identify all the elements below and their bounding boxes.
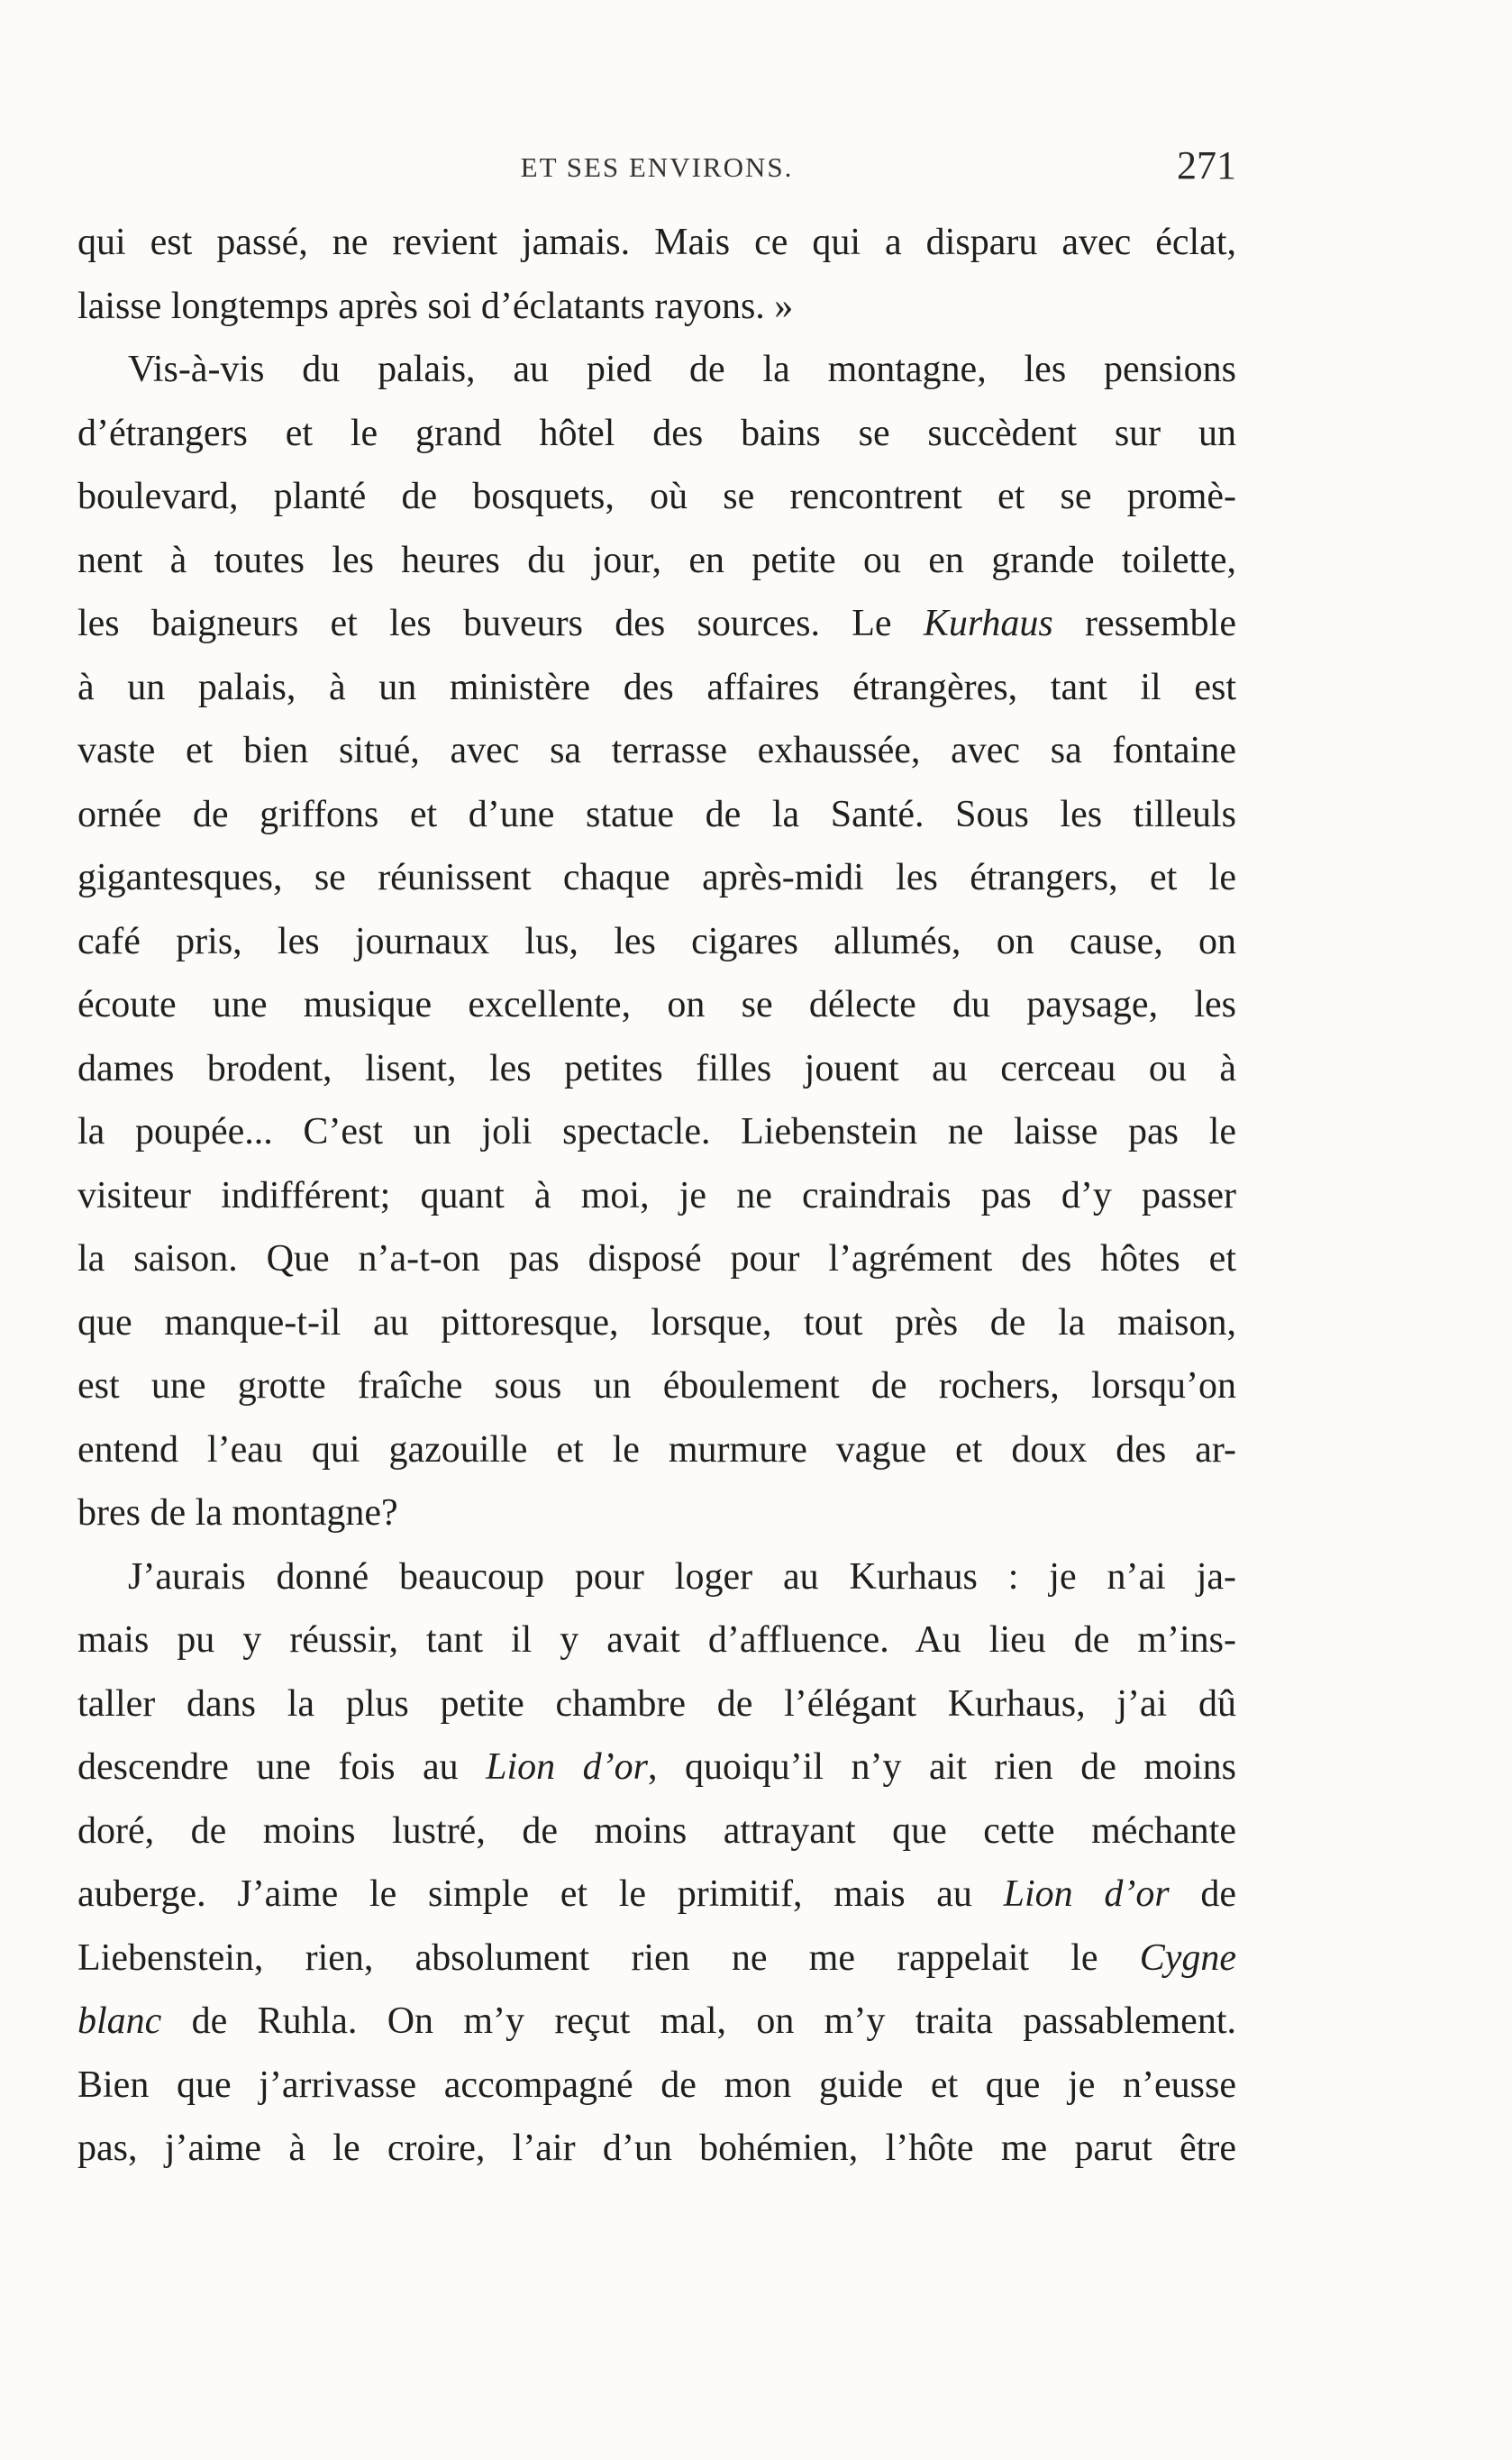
text-line: taller dans la plus petite chambre de l’élégant Kurhaus, j’ai dû <box>77 1682 1236 1725</box>
text-line: doré, de moins lustré, de moins attrayant que cette méchante <box>77 1809 1236 1852</box>
text-line: entend l’eau qui gazouille et le murmure vague et doux des ar- <box>77 1428 1236 1471</box>
text-line: vaste et bien situé, avec sa terrasse exhaussée, avec sa fontaine <box>77 730 1236 771</box>
text-fragment: de <box>1169 1873 1236 1915</box>
text-line: nent à toutes les heures du jour, en petite ou en grande toilette, <box>77 539 1236 581</box>
text-line: écoute une musique excellente, on se délecte du paysage, les <box>77 984 1236 1025</box>
text-line: J’aurais donné beaucoup pour loger au Kurhaus : je n’ai ja- <box>128 1555 1236 1598</box>
text-fragment: les baigneurs et les buveurs des sources. Le <box>77 603 892 644</box>
text-line: Vis-à-vis du palais, au pied de la montagne, les pensions <box>128 349 1236 390</box>
body-text <box>77 211 1236 2181</box>
text-line: la poupée... C’est un joli spectacle. Liebenstein ne laisse pas le <box>77 1111 1236 1153</box>
text-fragment: de Ruhla. On m’y reçut mal, on m’y traita passablement. <box>191 2000 1236 2042</box>
text-line: visiteur indifférent; quant à moi, je ne craindrais pas d’y passer <box>77 1174 1236 1216</box>
text-line: boulevard, planté de bosquets, où se rencontrent et se promè- <box>77 476 1236 517</box>
text-line: d’étrangers et le grand hôtel des bains se succèdent sur un <box>77 412 1236 454</box>
italic-kurhaus: Kurhaus <box>923 603 1053 644</box>
italic-lion-dor: Lion d’or <box>486 1746 649 1788</box>
text-line: à un palais, à un ministère des affaires étrangères, tant il est <box>77 666 1236 708</box>
text-line: dames brodent, lisent, les petites filles jouent au cerceau ou à <box>77 1047 1236 1089</box>
text-line: Bien que j’arrivasse accompagné de mon guide et que je n’eusse <box>77 2064 1236 2106</box>
running-head <box>77 142 1236 187</box>
text-line: mais pu y réussir, tant il y avait d’affluence. Au lieu de m’ins- <box>77 1619 1236 1661</box>
text-fragment: ressemble <box>1052 603 1236 644</box>
text-fragment: descendre une fois au <box>77 1746 459 1788</box>
text-line: gigantesques, se réunissent chaque après-midi les étrangers, et le <box>77 857 1236 898</box>
text-line-mixed <box>77 1927 1236 1991</box>
text-line: pas, j’aime à le croire, l’air d’un bohémien, l’hôte me parut être <box>77 2127 1236 2169</box>
text-fragment: Liebenstein, rien, absolument rien ne me rappelait le <box>77 1936 1098 1979</box>
italic-blanc: blanc <box>77 2000 162 2042</box>
text-line: est une grotte fraîche sous un éboulement de rochers, lorsqu’on <box>77 1365 1236 1407</box>
page-number: 271 <box>1177 143 1236 187</box>
text-line: la saison. Que n’a-t-on pas disposé pour l’agrément des hôtes et <box>77 1238 1236 1280</box>
text-line: bres de la montagne? <box>77 1492 398 1534</box>
text-line-mixed <box>77 1736 1236 1799</box>
text-line: qui est passé, ne revient jamais. Mais ce qui a disparu avec éclat, <box>77 222 1236 263</box>
text-line-mixed <box>77 1863 1236 1927</box>
running-title: ET SES ENVIRONS. <box>520 151 794 183</box>
italic-cygne: Cygne <box>1139 1936 1236 1979</box>
text-line: que manque-t-il au pittoresque, lorsque, tout près de la maison, <box>77 1301 1236 1344</box>
text-line: ornée de griffons et d’une statue de la Santé. Sous les tilleuls <box>77 793 1236 835</box>
text-fragment: , quoiqu’il n’y ait rien de moins <box>648 1746 1236 1788</box>
text-fragment: auberge. J’aime le simple et le primitif, mais au <box>77 1873 972 1915</box>
text-line: laisse longtemps après soi d’éclatants rayons. » <box>77 285 794 327</box>
text-line: café pris, les journaux lus, les cigares allumés, on cause, on <box>77 920 1236 962</box>
text-line-mixed <box>77 1990 1236 2054</box>
italic-lion-dor: Lion d’or <box>1003 1873 1170 1915</box>
text-line-mixed <box>77 592 1236 656</box>
